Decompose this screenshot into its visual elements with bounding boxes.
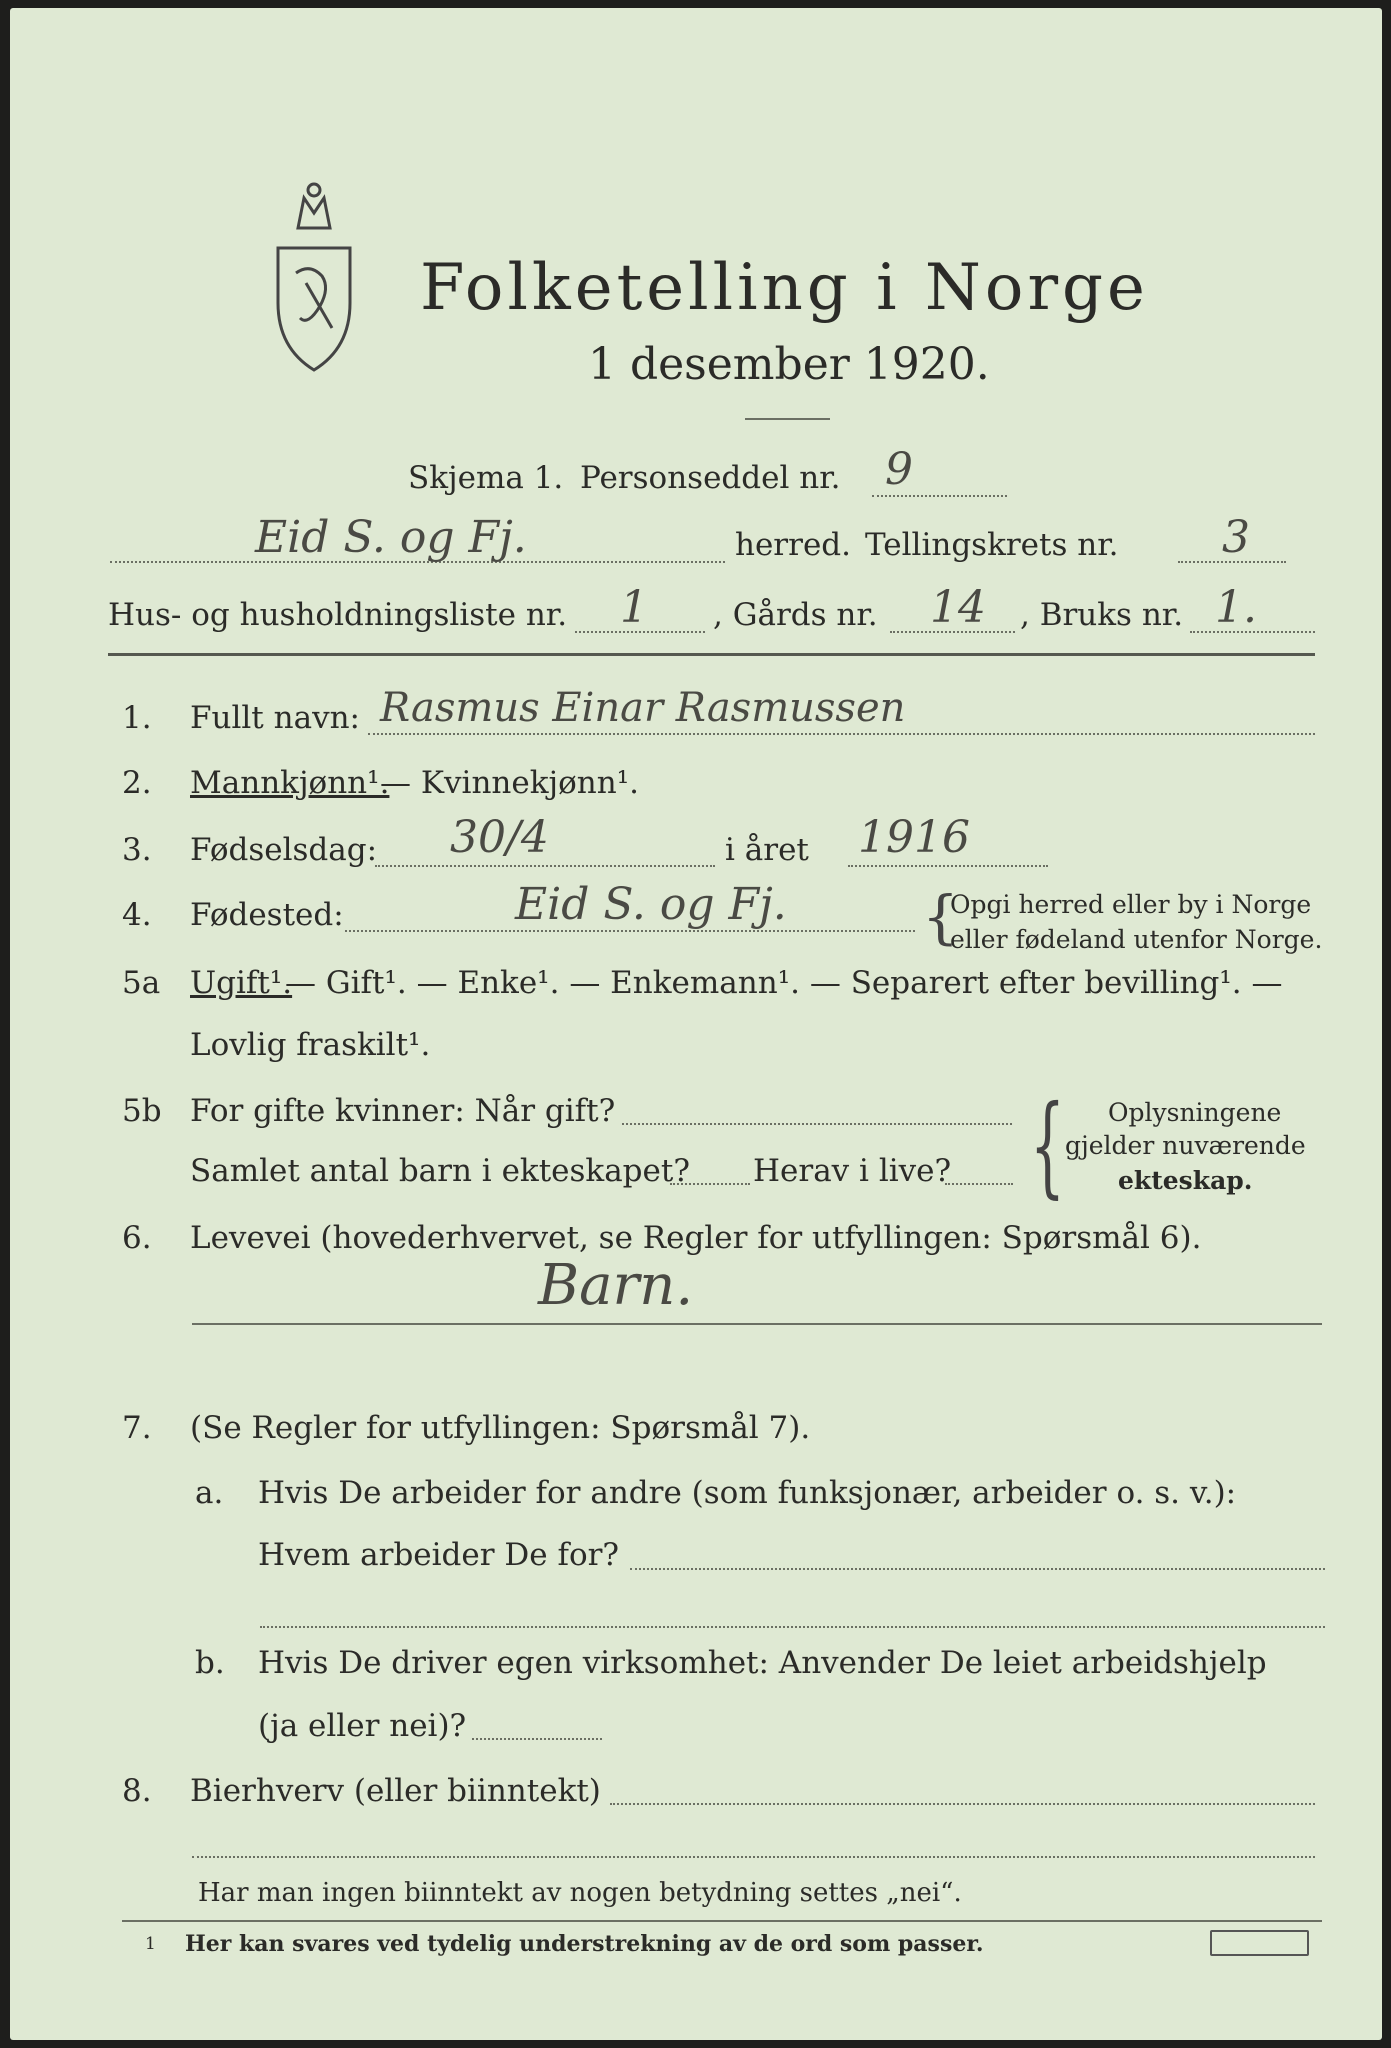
footnote-rule <box>122 1920 1322 1922</box>
form-title: Folketelling i Norge <box>420 251 1149 325</box>
q5b-alive-line <box>945 1183 1013 1185</box>
q3-day-value: 30/4 <box>450 812 549 863</box>
district-label: Tellingskrets nr. <box>865 527 1119 563</box>
q5b-brace: { <box>1030 1081 1065 1209</box>
q6-line <box>192 1323 1322 1325</box>
q5b-line-1 <box>622 1123 1012 1125</box>
municipality-label: herred. <box>735 527 851 563</box>
q5a-options: — Gift¹. — Enke¹. — Enkemann¹. — Separert efter bevilling¹. — <box>285 965 1283 1001</box>
q8-note: Har man ingen biinntekt av nogen betydning settes „nei“. <box>198 1878 962 1908</box>
q7a-label: Hvis De arbeider for andre (som funksjonær, arbeider o. s. v.): <box>258 1475 1237 1511</box>
q2-male-option: Mannkjønn¹. <box>190 765 390 801</box>
q6-label: Levevei (hovederhvervet, se Regler for utfyllingen: Spørsmål 6). <box>190 1220 1202 1256</box>
q5b-number: 5b <box>122 1093 162 1129</box>
schema-label: Skjema 1. <box>408 460 564 496</box>
q5b-children-line <box>670 1183 750 1185</box>
district-value: 3 <box>1222 512 1250 563</box>
q4-brace: { <box>922 883 959 951</box>
title-divider <box>745 418 830 420</box>
printer-stamp <box>1210 1930 1309 1956</box>
q5b-children-label: Samlet antal barn i ekteskapet? <box>190 1153 690 1189</box>
q5a-options-2: Lovlig fraskilt¹. <box>190 1027 431 1063</box>
municipality-value: Eid S. og Fj. <box>255 512 527 563</box>
q7b-yesno-label: (ja eller nei)? <box>258 1708 467 1744</box>
q7b-label: Hvis De driver egen virksomhet: Anvender De leiet arbeidshjelp <box>258 1645 1267 1681</box>
q5b-alive-label: Herav i live? <box>753 1153 952 1189</box>
coat-of-arms-icon <box>260 178 368 378</box>
header-rule <box>108 653 1315 656</box>
q5b-note-1: Oplysningene <box>1108 1098 1282 1127</box>
form-date: 1 desember 1920. <box>588 339 990 390</box>
q5b-note-2: gjelder nuværende <box>1065 1131 1306 1160</box>
q3-year-value: 1916 <box>858 812 970 863</box>
q8-label: Bierhverv (eller biinntekt) <box>190 1773 601 1809</box>
q7-number: 7. <box>122 1410 152 1446</box>
q7b-line <box>472 1738 602 1740</box>
q1-value: Rasmus Einar Rasmussen <box>380 685 906 731</box>
q7a-letter: a. <box>195 1475 224 1511</box>
holding-value: 1. <box>1215 582 1257 633</box>
q7a-line-2 <box>260 1626 1325 1628</box>
farm-label: , Gårds nr. <box>713 597 878 633</box>
q8-line-2 <box>192 1856 1315 1858</box>
holding-label: , Bruks nr. <box>1020 597 1184 633</box>
person-slip-value: 9 <box>885 444 913 495</box>
census-form <box>10 8 1382 2040</box>
q3-number: 3. <box>122 832 152 868</box>
q7a-who-label: Hvem arbeider De for? <box>258 1537 620 1573</box>
q5b-note-3: ekteskap. <box>1118 1166 1253 1195</box>
footnote-number: 1 <box>145 1934 156 1954</box>
q4-line <box>345 930 915 932</box>
q1-number: 1. <box>122 700 152 736</box>
q1-line <box>368 733 1315 735</box>
person-slip-line <box>872 495 1007 497</box>
household-value: 1 <box>620 582 648 633</box>
q5b-label: For gifte kvinner: Når gift? <box>190 1093 616 1129</box>
person-slip-label: Personseddel nr. <box>580 460 841 496</box>
household-label: Hus- og husholdningsliste nr. <box>108 597 568 633</box>
q3-label: Fødselsdag: <box>190 832 378 868</box>
q5a-number: 5a <box>122 965 161 1001</box>
q7a-line-1 <box>630 1568 1325 1570</box>
q4-value: Eid S. og Fj. <box>515 879 787 930</box>
q4-note-1: Opgi herred eller by i Norge <box>950 890 1312 919</box>
q1-label: Fullt navn: <box>190 700 360 736</box>
footnote-text: Her kan svares ved tydelig understrekning av de ord som passer. <box>185 1931 984 1957</box>
q7-label: (Se Regler for utfyllingen: Spørsmål 7). <box>190 1410 811 1446</box>
q4-note-2: eller fødeland utenfor Norge. <box>950 925 1323 954</box>
q5a-unmarried: Ugift¹. <box>190 965 293 1001</box>
q6-value: Barn. <box>538 1253 694 1318</box>
q6-number: 6. <box>122 1220 152 1256</box>
q4-number: 4. <box>122 897 152 933</box>
q3-day-line <box>375 865 715 867</box>
q3-year-line <box>848 865 1048 867</box>
q2-number: 2. <box>122 765 152 801</box>
q8-number: 8. <box>122 1773 152 1809</box>
q2-female-option: — Kvinnekjønn¹. <box>380 765 639 801</box>
q7b-letter: b. <box>195 1645 225 1681</box>
q3-year-label: i året <box>725 832 809 868</box>
farm-value: 14 <box>930 582 986 633</box>
q8-line-1 <box>610 1803 1315 1805</box>
q4-label: Fødested: <box>190 897 344 933</box>
